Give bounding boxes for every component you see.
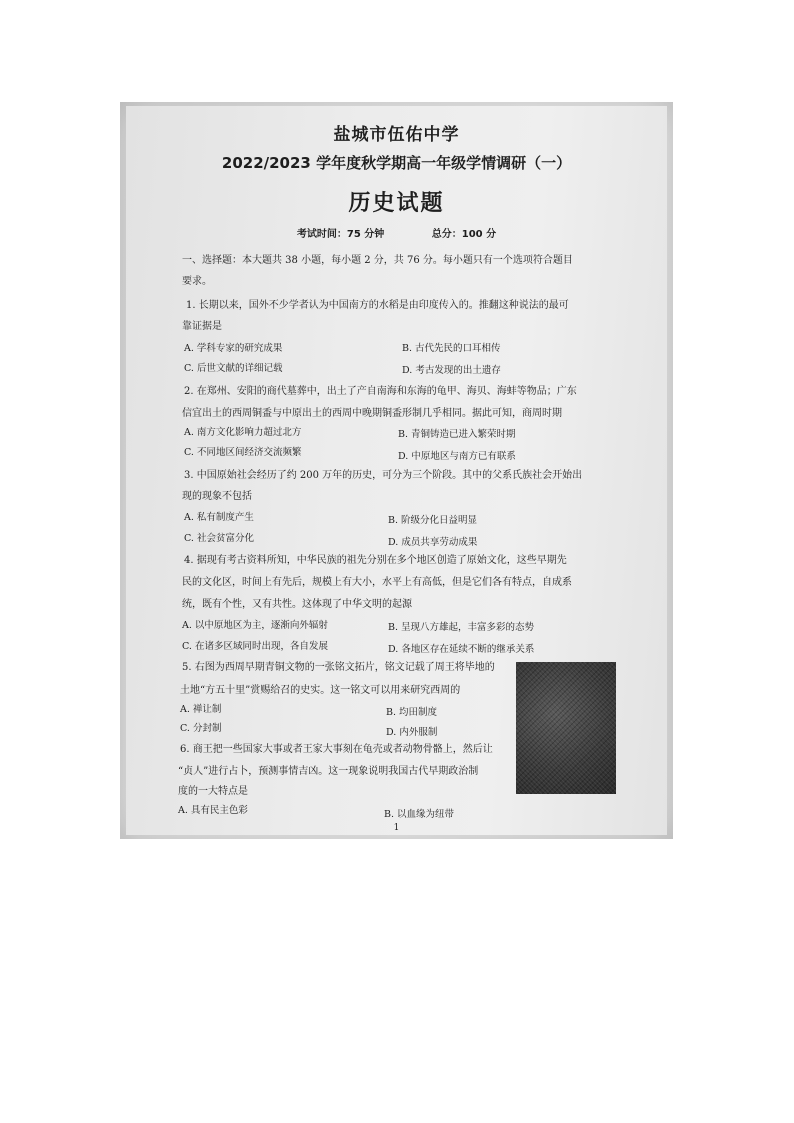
question-2-option-a: A. 南方文化影响力超过北方: [184, 427, 302, 438]
question-4-option-b: B. 呈现八方雄起，丰富多彩的态势: [388, 622, 535, 633]
question-5-option-d: D. 内外服制: [386, 727, 438, 738]
question-3-line-2: 现的现象不包括: [182, 491, 252, 502]
exam-score: 总分：100 分: [431, 229, 497, 240]
question-1-line-2: 靠证据是: [182, 321, 222, 332]
question-4-line-3: 统，既有个性，又有共性。这体现了中华文明的起源: [182, 599, 412, 610]
section-intro-line-1: 一、选择题：本大题共 38 小题，每小题 2 分，共 76 分。每小题只有一个选项符合题目: [182, 255, 573, 266]
question-6-line-2: “贞人”进行占卜，预测事情吉凶。这一现象说明我国古代早期政治制: [178, 766, 479, 777]
question-5-line-2: 土地“方五十里”赏赐给召的史实。这一铭文可以用来研究西周的: [180, 685, 461, 696]
question-2-option-d: D. 中原地区与南方已有联系: [398, 451, 516, 462]
question-5-option-b: B. 均田制度: [386, 707, 438, 718]
question-1-option-a: A. 学科专家的研究成果: [184, 343, 283, 354]
question-3-line-1: 3. 中国原始社会经历了约 200 万年的历史，可分为三个阶段。其中的父系氏族社会开始出: [184, 470, 583, 481]
exam-term: 2022/2023 学年度秋学期高一年级学情调研（一）: [221, 154, 572, 172]
question-4-line-1: 4. 据现有考古资料所知，中华民族的祖先分别在多个地区创造了原始文化，这些早期先: [184, 555, 567, 566]
question-5-option-a: A. 禅让制: [180, 704, 222, 715]
page-number: 1: [393, 823, 400, 833]
question-6-option-a: A. 具有民主色彩: [178, 805, 248, 816]
question-4-line-2: 民的文化区，时间上有先后，规模上有大小，水平上有高低，但是它们各有特点，自成系: [182, 577, 572, 588]
question-3-option-b: B. 阶级分化日益明显: [388, 515, 478, 526]
exam-meta: [126, 225, 667, 240]
question-1-option-d: D. 考古发现的出土遗存: [402, 365, 501, 376]
school-name: 盐城市伍佑中学: [333, 125, 460, 145]
question-4-option-c: C. 在诸多区域同时出现，各自发展: [182, 641, 328, 652]
question-3-option-a: A. 私有制度产生: [184, 512, 254, 523]
question-2-option-c: C. 不同地区间经济交流频繁: [184, 447, 302, 458]
document-photo: [120, 102, 673, 839]
question-2-line-2: 信宜出土的西周铜盉与中原出土的西周中晚期铜盉形制几乎相同。据此可知，商周时期: [182, 408, 562, 419]
question-2-line-1: 2. 在郑州、安阳的商代墓葬中，出土了产自南海和东海的龟甲、海贝、海蚌等物品；广东: [184, 386, 577, 397]
exam-page: [126, 106, 667, 835]
question-6-line-1: 6. 商王把一些国家大事或者王家大事刻在龟壳或者动物骨骼上，然后让: [180, 744, 493, 755]
question-6-line-3: 度的一大特点是: [178, 786, 248, 797]
question-4-option-a: A. 以中原地区为主，逐渐向外辐射: [182, 620, 328, 631]
question-5-line-1: 5. 右图为西周早期青铜文物的一张铭文拓片，铭文记载了周王将毕地的: [182, 662, 495, 673]
question-2-option-b: B. 青铜铸造已进入繁荣时期: [398, 429, 516, 440]
question-1-line-1: 1. 长期以来，国外不少学者认为中国南方的水稻是由印度传入的。推翻这种说法的最可: [186, 300, 569, 311]
question-5-option-c: C. 分封制: [180, 723, 222, 734]
exam-time: 考试时间：75 分钟: [296, 229, 385, 240]
bronze-inscription-rubbing-image: [516, 662, 616, 794]
question-4-option-d: D. 各地区存在延续不断的继承关系: [388, 644, 535, 655]
question-1-option-b: B. 古代先民的口耳相传: [402, 343, 501, 354]
question-3-option-d: D. 成员共享劳动成果: [388, 537, 478, 548]
exam-subject: 历史试题: [348, 191, 445, 216]
question-6-option-b: B. 以血缘为纽带: [384, 809, 455, 820]
section-intro-line-2: 要求。: [182, 276, 212, 287]
question-3-option-c: C. 社会贫富分化: [184, 533, 254, 544]
question-1-option-c: C. 后世文献的详细记载: [184, 363, 283, 374]
